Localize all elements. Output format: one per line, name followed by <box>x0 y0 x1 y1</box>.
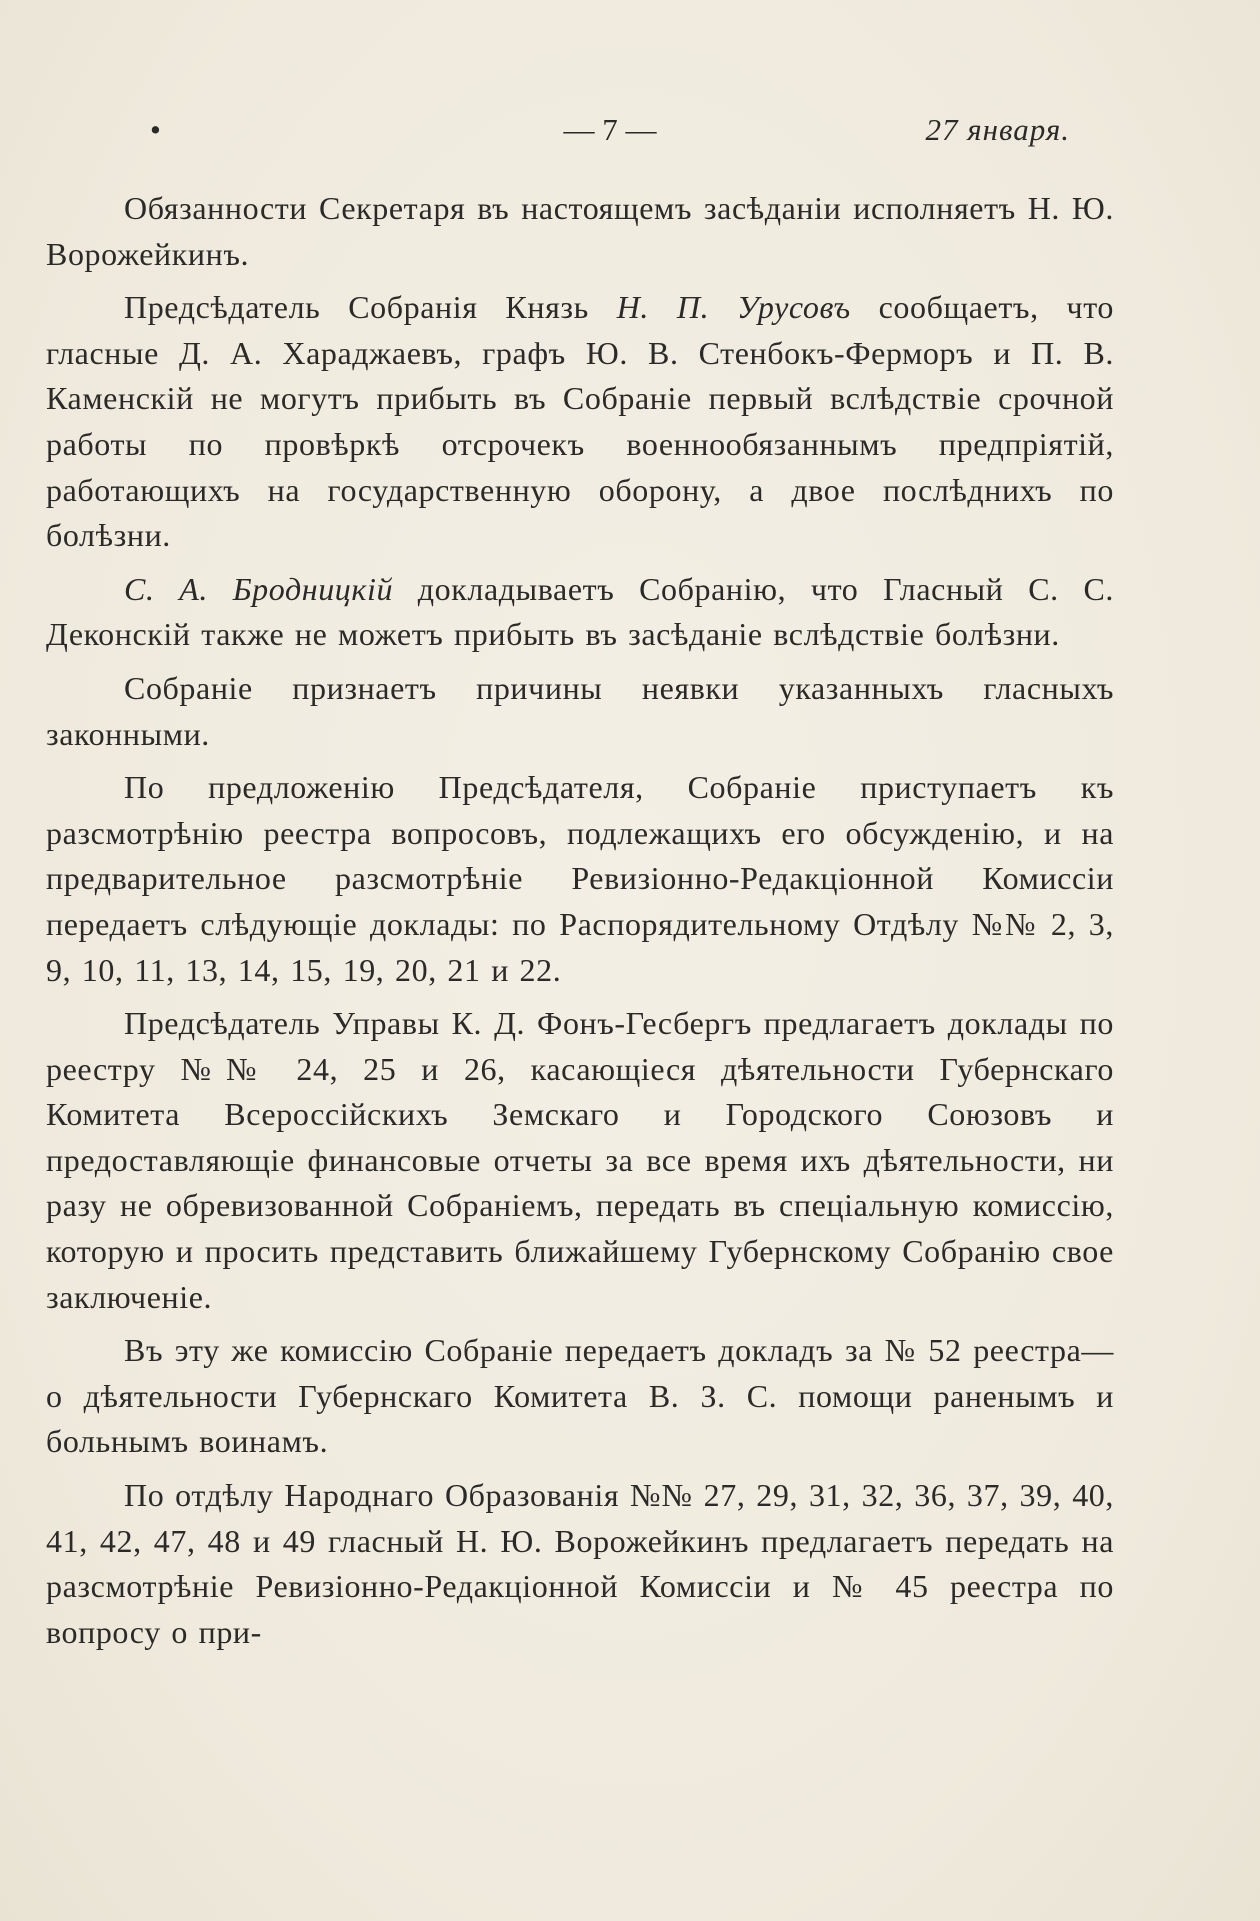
header-date: 27 января. <box>925 112 1070 147</box>
paragraph-text: Въ эту же комиссію Собраніе передаетъ докладъ за № 52 реестра—о дѣятельности Губернскаго Комитета В. З. С. помощи раненымъ и больнымъ воинамъ. <box>46 1332 1114 1460</box>
paragraph <box>46 1001 1114 1320</box>
paragraph <box>46 1328 1114 1465</box>
paragraph-text: Собраніе признаетъ причины неявки указанныхъ гласныхъ законными. <box>46 669 1114 752</box>
paragraph <box>46 567 1114 658</box>
paragraph <box>46 285 1114 559</box>
paragraph <box>46 1473 1114 1655</box>
paragraph <box>46 765 1114 993</box>
italic-name: С. А. Бродницкій <box>124 570 394 607</box>
italic-name: Н. П. Урусовъ <box>616 289 851 326</box>
paragraph-text: По отдѣлу Народнаго Образованія №№ 27, 29, 31, 32, 36, 37, 39, 40, 41, 42, 47, 48 и 49 гласный Н. Ю. Ворожейкинъ предлагаетъ передать на разсмотрѣніе Ревизіонно-Редакціонной Комиссіи и № 45 реестра по вопросу о при- <box>46 1477 1114 1650</box>
paragraph-text: докладываетъ Собранію, что Гласный С. С. Деконскій также не можетъ прибыть въ засѣданіе вслѣдствіе болѣзни. <box>46 570 1114 653</box>
paragraph-text: Обязанности Секретаря въ настоящемъ засѣданіи исполняетъ Н. Ю. Ворожейкинъ. <box>46 190 1114 272</box>
header-bullet: • <box>150 112 161 147</box>
paragraph <box>46 666 1114 757</box>
paragraph <box>46 186 1114 277</box>
document-body <box>46 186 1114 1663</box>
page-header <box>150 112 1070 162</box>
paragraph-text: По предложенію Предсѣдателя, Собраніе приступаетъ къ разсмотрѣнію реестра вопросовъ, подлежащихъ его обсужденію, и на предварительное разсмотрѣніе Ревизіонно-Редакціонной Комиссіи передаетъ слѣдующіе доклады: по Распорядительному Отдѣлу №№ 2, 3, 9, 10, 11, 13, 14, 15, 19, 20, 21 и 22. <box>46 769 1114 988</box>
paragraph-text: Предсѣдатель Управы К. Д. Фонъ-Гесбергъ предлагаетъ доклады по реестру №№ 24, 25 и 26, касающіеся дѣятельности Губернскаго Комитета Всероссійскихъ Земскаго и Городского Союзовъ и предоставляющіе финансовые отчеты за все время ихъ дѣятельности, ни разу не обревизованной Собраніемъ, передать въ спеціальную комиссію, которую и просить представить ближайшему Губернскому Собранію свое заключеніе. <box>46 1005 1114 1315</box>
paragraph-text: Предсѣдатель Собранія Князь <box>124 289 617 326</box>
paragraph-text: сообщаетъ, что гласные Д. А. Хараджаевъ, графъ Ю. В. Стенбокъ-Ферморъ и П. В. Каменскій не могутъ прибыть въ Собраніе первый вслѣдствіе срочной работы по провѣркѣ отсрочекъ военнообязаннымъ предпріятій, работающихъ на государственную оборону, а двое послѣднихъ по болѣзни. <box>46 289 1114 554</box>
page-number: — 7 — <box>563 112 657 147</box>
